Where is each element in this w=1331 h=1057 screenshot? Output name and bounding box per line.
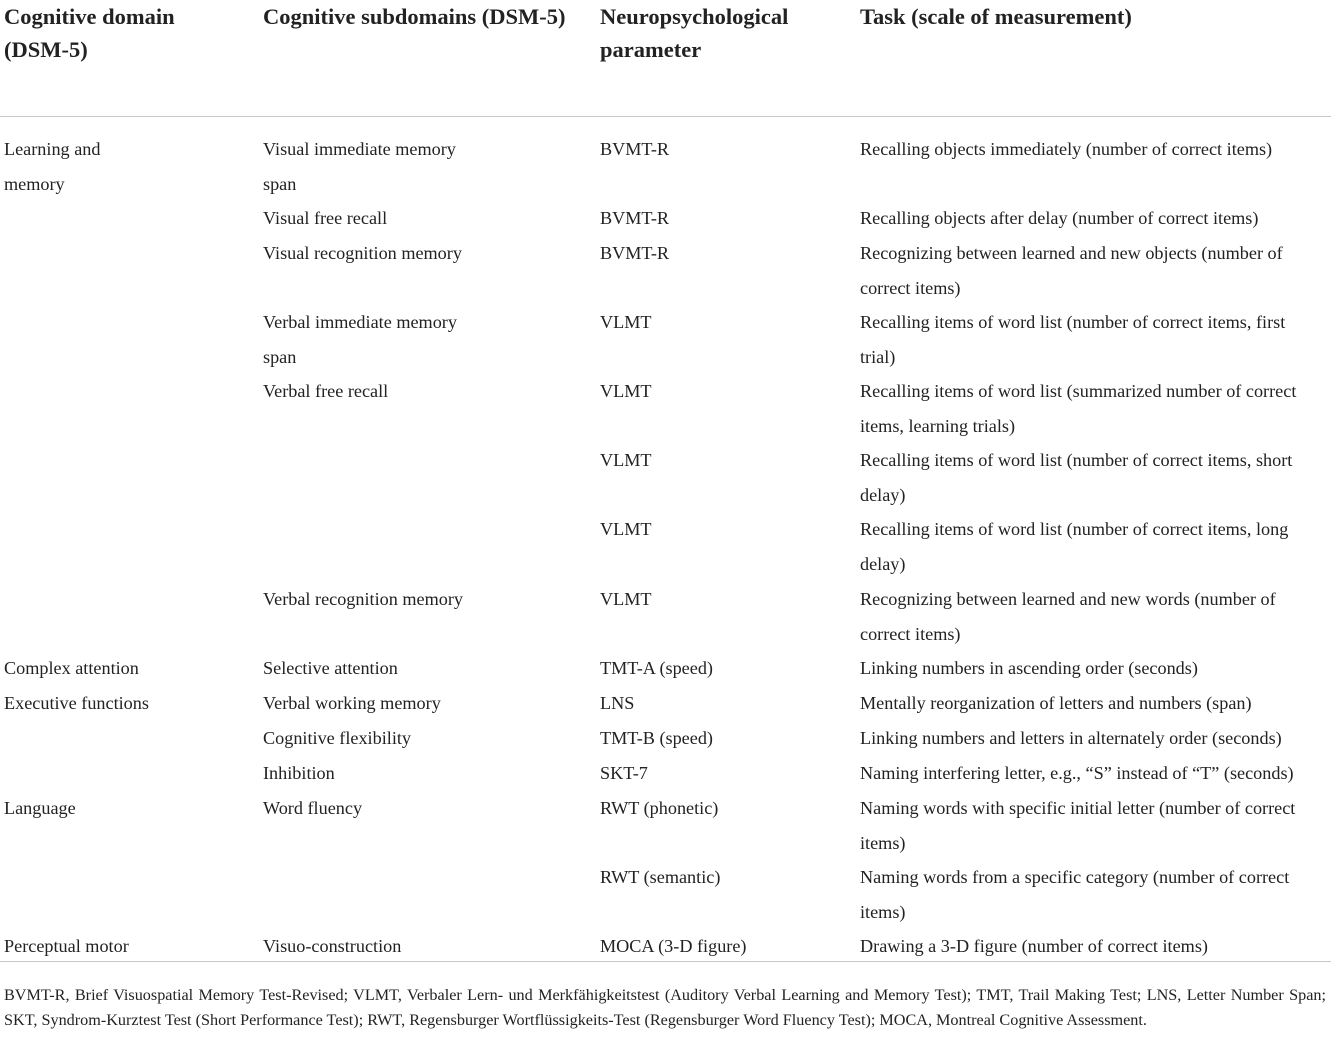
subdomain-cell: Verbal working memory bbox=[263, 693, 441, 713]
domain-cell: Complex attention bbox=[4, 658, 139, 678]
header-neuropsychological-parameter: Neuropsychological parameter bbox=[600, 4, 789, 62]
table-footnote: BVMT-R, Brief Visuospatial Memory Test-Revised; VLMT, Verbaler Lern- und Merkfähigkeitstest (Auditory Verbal Learning and Memory Test); TMT, Trail Making Test; LNS, Letter Number Span; SKT, Syndrom-Kurztest Test (Short Performance Test); RWT, Regensburger Wortflüssigkeits-Test (Regensburger Word Fluency Test); MOCA, Montreal Cognitive Assessment. bbox=[4, 986, 1326, 1029]
domain-cell: Perceptual motor bbox=[4, 936, 129, 956]
task-cell: Linking numbers and letters in alternately order (seconds) bbox=[860, 728, 1282, 748]
parameter-cell: BVMT-R bbox=[600, 243, 670, 263]
parameter-cell: VLMT bbox=[600, 450, 652, 470]
parameter-cell: MOCA (3-D figure) bbox=[600, 936, 747, 956]
parameter-cell: TMT-B (speed) bbox=[600, 728, 713, 748]
parameter-cell: BVMT-R bbox=[600, 208, 670, 228]
subdomain-cell: Visuo-construction bbox=[263, 936, 402, 956]
parameter-cell: SKT-7 bbox=[600, 763, 648, 783]
task-cell: Recalling objects immediately (number of correct items) bbox=[860, 139, 1273, 159]
subdomain-cell: Visual free recall bbox=[263, 208, 388, 228]
subdomain-cell: Verbal free recall bbox=[263, 381, 389, 401]
task-cell: Recalling items of word list (number of correct items, long delay) bbox=[860, 519, 1289, 574]
parameter-cell: VLMT bbox=[600, 589, 652, 609]
subdomain-cell: Word fluency bbox=[263, 798, 363, 818]
subdomain-cell: Visual recognition memory bbox=[263, 243, 462, 263]
parameter-cell: VLMT bbox=[600, 312, 652, 332]
parameter-cell: TMT-A (speed) bbox=[600, 658, 713, 678]
subdomain-cell: Cognitive flexibility bbox=[263, 728, 412, 748]
task-cell: Recalling items of word list (summarized number of correct items, learning trials) bbox=[860, 381, 1297, 436]
task-cell: Recognizing between learned and new words (number of correct items) bbox=[860, 589, 1276, 644]
task-cell: Recalling items of word list (number of correct items, short delay) bbox=[860, 450, 1293, 505]
parameter-cell: LNS bbox=[600, 693, 635, 713]
task-cell: Recalling objects after delay (number of correct items) bbox=[860, 208, 1259, 228]
parameter-cell: RWT (phonetic) bbox=[600, 798, 719, 818]
task-cell: Mentally reorganization of letters and numbers (span) bbox=[860, 693, 1252, 713]
task-cell: Naming words with specific initial letter (number of correct items) bbox=[860, 798, 1296, 853]
subdomain-cell: Visual immediate memory span bbox=[263, 139, 456, 194]
subdomain-cell: Inhibition bbox=[263, 763, 335, 783]
domain-cell: Learning and memory bbox=[4, 139, 101, 194]
task-cell: Drawing a 3-D figure (number of correct items) bbox=[860, 936, 1208, 956]
table-body bbox=[0, 117, 1331, 962]
parameter-cell: RWT (semantic) bbox=[600, 867, 721, 887]
header-cognitive-subdomains: Cognitive subdomains (DSM-5) bbox=[263, 4, 566, 29]
task-cell: Recognizing between learned and new objects (number of correct items) bbox=[860, 243, 1283, 298]
domain-cell: Executive functions bbox=[4, 693, 149, 713]
task-cell: Naming words from a specific category (number of correct items) bbox=[860, 867, 1290, 922]
subdomain-cell: Verbal recognition memory bbox=[263, 589, 463, 609]
header-cognitive-domain: Cognitive domain (DSM-5) bbox=[4, 4, 175, 62]
subdomain-cell: Verbal immediate memory span bbox=[263, 312, 457, 367]
header-task: Task (scale of measurement) bbox=[860, 4, 1132, 29]
parameter-cell: VLMT bbox=[600, 519, 652, 539]
task-cell: Linking numbers in ascending order (seconds) bbox=[860, 658, 1198, 678]
parameter-cell: BVMT-R bbox=[600, 139, 670, 159]
task-cell: Recalling items of word list (number of correct items, first trial) bbox=[860, 312, 1286, 367]
table-header-row bbox=[0, 0, 1331, 117]
domain-cell: Language bbox=[4, 798, 76, 818]
parameter-cell: VLMT bbox=[600, 381, 652, 401]
subdomain-cell: Selective attention bbox=[263, 658, 398, 678]
task-cell: Naming interfering letter, e.g., “S” instead of “T” (seconds) bbox=[860, 763, 1294, 783]
